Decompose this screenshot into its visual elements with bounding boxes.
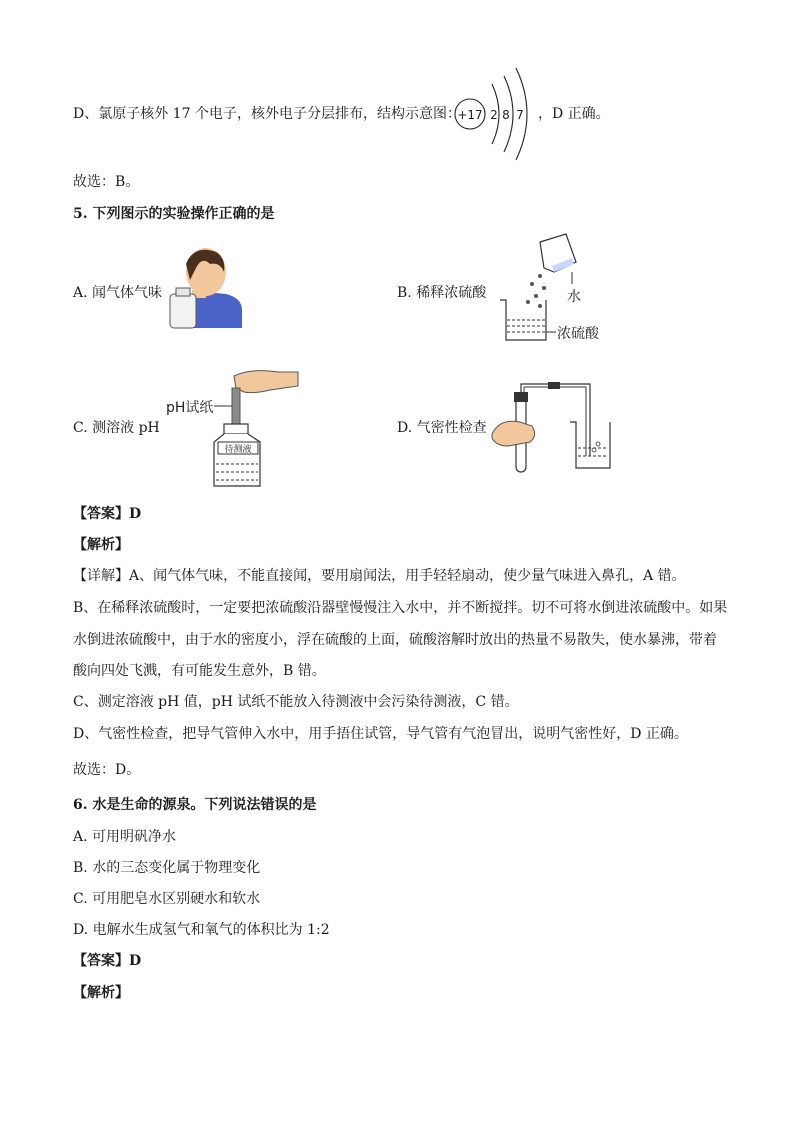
chlorine-atom-structure-diagram: [448, 66, 538, 162]
q6-answer-tag: 【答案】: [73, 953, 129, 969]
q5-detail-line-5: C、测定溶液 pH 值，pH 试纸不能放入待测液中会污染待测液，C 错。: [73, 694, 519, 710]
figure-b-label-concentrated-acid: 浓硫酸: [557, 326, 599, 342]
atom-shell-1-electrons: 2: [490, 108, 498, 122]
figure-c-label-test-liquid: 待测液: [224, 445, 252, 455]
q6-option-d: D. 电解水生成氢气和氧气的体积比为 1:2: [73, 922, 330, 938]
q6-analysis-tag: 【解析】: [73, 985, 129, 1001]
q5-answer-tag: 【答案】: [73, 506, 129, 522]
q6-stem: 6. 水是生命的源泉。下列说法错误的是: [73, 797, 317, 813]
q6-option-c: C. 可用肥皂水区别硬水和软水: [73, 891, 261, 907]
figure-c-label-ph-paper: pH试纸: [166, 400, 214, 416]
q6-answer-value: D: [129, 953, 142, 969]
q5-option-a-label: A. 闻气体气味: [73, 285, 163, 301]
q6-option-a: A. 可用明矾净水: [73, 829, 177, 845]
q5-analysis-tag: 【解析】: [73, 537, 129, 553]
q4-option-d-suffix: ，D 正确。: [538, 106, 610, 122]
q5-option-d-label: D. 气密性检查: [397, 420, 487, 436]
q6-option-b: B. 水的三态变化属于物理变化: [73, 860, 261, 876]
q5-detail-line-2: B、在稀释浓硫酸时，一定要把浓硫酸沿器壁慢慢注入水中，并不断搅拌。切不可将水倒进浓硫酸中。如果: [73, 600, 728, 616]
atom-shell-3-electrons: 7: [516, 108, 524, 122]
q5-option-c-label: C. 测溶液 pH: [73, 420, 160, 436]
atom-nucleus-charge: +17: [457, 108, 483, 122]
q5-figure-b-diluting-acid: [494, 228, 614, 346]
q4-option-d-line: [73, 104, 461, 124]
q5-figure-d-airtightness-check: [490, 376, 614, 476]
q5-option-b-label: B. 稀释浓硫酸: [397, 285, 487, 301]
q5-answer: [73, 504, 141, 524]
q6-answer: [73, 951, 141, 971]
q4-option-d-prefix: D、氯原子核外 17 个电子，核外电子分层排布，结构示意图：: [73, 106, 461, 122]
q5-stem: 5. 下列图示的实验操作正确的是: [73, 206, 275, 222]
q5-detail-line-3: 水倒进浓硫酸中，由于水的密度小，浮在硫酸的上面，硫酸溶解时放出的热量不易散失，使水暴沸，带着: [73, 632, 717, 648]
q5-conclusion: 故选：D。: [73, 762, 141, 778]
q5-figure-a-smelling-gas: [166, 242, 244, 332]
q5-detail-line-6: D、气密性检查，把导气管伸入水中，用手捂住试管，导气管有气泡冒出，说明气密性好，D 正确。: [73, 726, 688, 742]
q5-detail-line-4: 酸向四处飞溅，有可能发生意外，B 错。: [73, 663, 326, 679]
q5-figure-c-ph-test: [160, 362, 300, 488]
q5-answer-value: D: [129, 506, 142, 522]
atom-shell-2-electrons: 8: [502, 108, 510, 122]
q4-conclusion: 故选：B。: [73, 174, 140, 190]
q5-detail-line-1: 【详解】A、闻气体气味，不能直接闻，要用扇闻法，用手轻轻扇动，使少量气味进入鼻孔，A 错。: [73, 568, 686, 584]
figure-b-label-water: 水: [567, 289, 581, 305]
